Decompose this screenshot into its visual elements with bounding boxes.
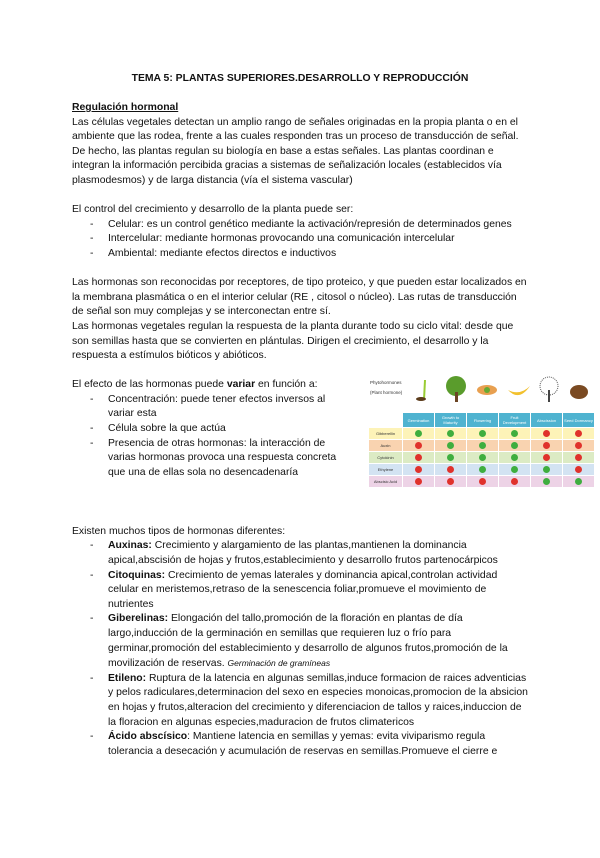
cross-icon bbox=[575, 430, 582, 437]
section-body bbox=[72, 101, 593, 759]
hormone-text: Crecimiento y alargamiento de las plantas,mantienen la dominancia apical,abscisión de hojas y frutos,establecimiento y desarrollo frutos partenocárpicos bbox=[108, 540, 498, 567]
check-icon bbox=[575, 478, 582, 485]
list-item: - Concentración: puede tener efectos inversos al variar esta bbox=[72, 393, 352, 422]
effect-cell bbox=[403, 452, 434, 463]
row-label: Ethylene bbox=[369, 464, 402, 475]
column-header: Flowering bbox=[467, 413, 498, 427]
figure-label: (Plant hormone) bbox=[370, 390, 403, 396]
effect-block bbox=[72, 378, 352, 480]
check-icon bbox=[543, 466, 550, 473]
hormone-effects-figure bbox=[368, 372, 596, 510]
flower-icon bbox=[476, 376, 498, 402]
effect-cell bbox=[467, 440, 498, 451]
effect-cell bbox=[403, 464, 434, 475]
check-icon bbox=[447, 430, 454, 437]
cross-icon bbox=[543, 442, 550, 449]
hormone-name: Ácido abscísico bbox=[108, 731, 188, 743]
effect-cell bbox=[435, 452, 466, 463]
cross-icon bbox=[415, 466, 422, 473]
check-icon bbox=[479, 430, 486, 437]
hormone-item bbox=[72, 612, 528, 671]
check-icon bbox=[543, 478, 550, 485]
bare-tree-icon bbox=[538, 376, 560, 402]
hormone-name: Citoquinas: bbox=[108, 569, 166, 581]
corner-cell bbox=[369, 413, 402, 427]
hormone-effects-table bbox=[368, 412, 595, 488]
effect-cell bbox=[467, 452, 498, 463]
cross-icon bbox=[575, 454, 582, 461]
check-icon bbox=[511, 442, 518, 449]
paragraph: El control del crecimiento y desarrollo de la planta puede ser: bbox=[72, 204, 354, 216]
effect-cell bbox=[403, 428, 434, 439]
check-icon bbox=[511, 454, 518, 461]
bold-text: variar bbox=[226, 379, 256, 391]
hormone-list bbox=[72, 539, 528, 759]
cross-icon bbox=[415, 454, 422, 461]
check-icon bbox=[479, 442, 486, 449]
hormone-text: : Mantiene latencia en semillas y yemas: evita viviparismo regula tolerancia a desecación y acumulación de reservas en semillas.Promueve el cierre e bbox=[108, 731, 498, 757]
hormone-note: Germinación de gramíneas bbox=[227, 658, 331, 669]
list-item: - Celular: es un control genético mediante la activación/represión de determinados genes bbox=[72, 218, 528, 233]
effect-cell bbox=[435, 428, 466, 439]
effect-cell bbox=[563, 464, 594, 475]
cross-icon bbox=[479, 478, 486, 485]
figure-label: Phytohormones bbox=[370, 380, 402, 386]
hormone-item bbox=[72, 539, 528, 568]
check-icon bbox=[447, 442, 454, 449]
effect-cell bbox=[563, 440, 594, 451]
check-icon bbox=[479, 454, 486, 461]
effect-cell bbox=[563, 452, 594, 463]
check-icon bbox=[447, 454, 454, 461]
check-icon bbox=[511, 466, 518, 473]
effect-cell bbox=[531, 476, 562, 487]
list-item: - Célula sobre la que actúa bbox=[72, 422, 352, 437]
banana-icon bbox=[506, 376, 528, 402]
control-list bbox=[72, 218, 528, 262]
hormone-item bbox=[72, 672, 528, 730]
row-label: Abscisic Acid bbox=[369, 476, 402, 487]
effect-cell bbox=[403, 440, 434, 451]
hormone-text: Elongación del tallo,promoción de la floración en plantas de día largo,inducción de la germinación en semillas que requieren luz o frío para germinar,promoción del establecimiento y desarrollo de algunos frutos,promoción de la movilización de reservas. bbox=[108, 613, 508, 670]
effect-cell bbox=[467, 428, 498, 439]
text: en función a: bbox=[255, 379, 318, 391]
effect-cell bbox=[435, 464, 466, 475]
list-item: - Ambiental: mediante efectos directos e inductivos bbox=[72, 247, 528, 262]
paragraph: Las células vegetales detectan un amplio rango de señales originadas en la propia planta o en el ambiente que las rodea, frente a las cuales responden tras un proceso de transducción de señal. De hecho, las plantas regulan su biología en base a estas señales. Las plantas coordinan e integran la información percibida gracias a sistemas de señalización locales (establecidos vía plasmodesmos) y de larga distancia (vía el sistema vascular) bbox=[72, 116, 519, 186]
hormone-name: Etileno: bbox=[108, 672, 147, 684]
tree-icon bbox=[443, 376, 465, 402]
effect-cell bbox=[531, 464, 562, 475]
list-item: - Presencia de otras hormonas: la interacción de varias hormonas provoca una respuesta concreta que una de ellas sola no desencadenaría bbox=[72, 437, 352, 481]
seed-icon bbox=[568, 376, 590, 402]
document-title: TEMA 5: PLANTAS SUPERIORES.DESARROLLO Y REPRODUCCIÓN bbox=[131, 73, 469, 84]
column-header: Growth to Maturity bbox=[435, 413, 466, 427]
row-label: Auxin bbox=[369, 440, 402, 451]
check-icon bbox=[415, 430, 422, 437]
column-header: Germination bbox=[403, 413, 434, 427]
row-label: Gibberellin bbox=[369, 428, 402, 439]
section-heading: Regulación hormonal bbox=[72, 102, 179, 113]
effect-cell bbox=[499, 464, 530, 475]
cross-icon bbox=[415, 478, 422, 485]
effect-cell bbox=[499, 452, 530, 463]
hormone-text: Ruptura de la latencia en algunas semillas,induce formacion de raices adventicias y pelos radiculares,determinacion del sexo en especies monoicas,promocion de la absicion en hojas y frutos,alteracion del crecimiento y diferenciacion de tallos y raices,induccion de la floracion en algunas especies,maduracion de frutos climatericos bbox=[108, 672, 528, 728]
effect-cell bbox=[499, 476, 530, 487]
effect-cell bbox=[435, 440, 466, 451]
effect-cell bbox=[531, 428, 562, 439]
hormone-name: Giberelinas: bbox=[108, 613, 169, 625]
paragraph: Las hormonas vegetales regulan la respuesta de la planta durante todo su ciclo vital: desde que son semillas hasta que se convierten en plántulas. Dirigen el crecimiento, el desarrollo y la respuesta a estímulos bióticos y abióticos. bbox=[72, 320, 514, 362]
cross-icon bbox=[511, 478, 518, 485]
effect-cell bbox=[435, 476, 466, 487]
cross-icon bbox=[575, 466, 582, 473]
effect-cell bbox=[531, 440, 562, 451]
row-label: Cytokinin bbox=[369, 452, 402, 463]
cross-icon bbox=[575, 442, 582, 449]
effect-cell bbox=[403, 476, 434, 487]
hormone-item bbox=[72, 730, 528, 759]
effect-cell bbox=[467, 464, 498, 475]
hormone-name: Auxinas: bbox=[108, 540, 152, 552]
column-header: Seed Dormancy bbox=[563, 413, 594, 427]
column-header: Abscission bbox=[531, 413, 562, 427]
paragraph: Existen muchos tipos de hormonas diferentes: bbox=[72, 525, 286, 537]
cross-icon bbox=[447, 478, 454, 485]
list-item: - Intercelular: mediante hormonas provocando una comunicación intercelular bbox=[72, 232, 528, 247]
effect-cell bbox=[499, 428, 530, 439]
hormone-text: Crecimiento de yemas laterales y dominancia apical,controlan actividad celular en meristemos,retraso de la senescencia foliar,promueve el movimiento de nutrientes bbox=[108, 569, 498, 610]
effect-cell bbox=[499, 440, 530, 451]
paragraph: Las hormonas son reconocidas por receptores, de tipo proteico, y que pueden estar localizados en la membrana plasmática o en el interior celular (RE , citosol o núcleo). Las rutas de transducción de señal son muy complejas y se interconectan entre sí. bbox=[72, 277, 527, 318]
cross-icon bbox=[415, 442, 422, 449]
check-icon bbox=[511, 430, 518, 437]
paragraph bbox=[72, 378, 352, 393]
effect-cell bbox=[563, 428, 594, 439]
effect-cell bbox=[563, 476, 594, 487]
effect-cell bbox=[531, 452, 562, 463]
seedling-icon bbox=[413, 376, 435, 402]
cross-icon bbox=[543, 430, 550, 437]
cross-icon bbox=[447, 466, 454, 473]
check-icon bbox=[479, 466, 486, 473]
hormone-item bbox=[72, 569, 528, 613]
column-header: Fruit Development bbox=[499, 413, 530, 427]
effect-cell bbox=[467, 476, 498, 487]
effect-section bbox=[72, 378, 596, 510]
text: El efecto de las hormonas puede bbox=[72, 379, 227, 391]
cross-icon bbox=[543, 454, 550, 461]
effect-list bbox=[72, 393, 352, 481]
